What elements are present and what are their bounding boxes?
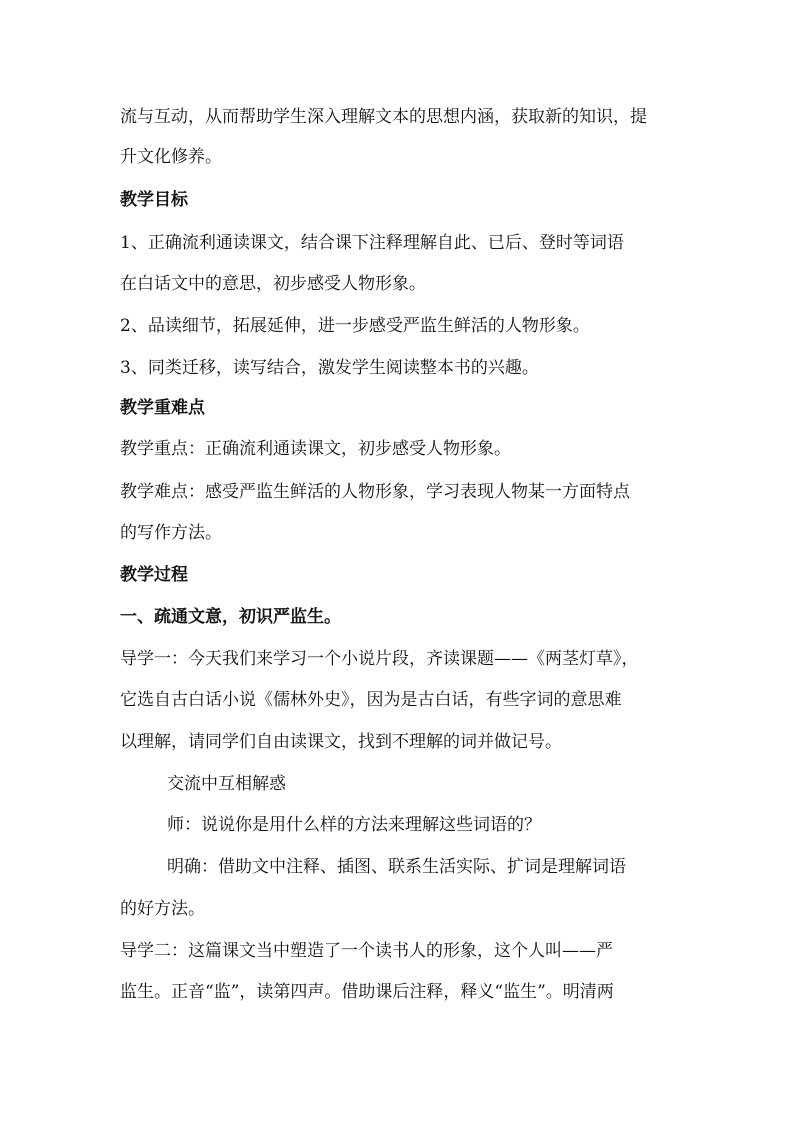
objective-item: 2、品读细节，拓展延伸，进一步感受严监生鲜活的人物形象。 [120, 316, 590, 336]
paragraph-line: 教学难点：感受严监生鲜活的人物形象，学习表现人物某一方面特点 [120, 482, 630, 502]
paragraph-line: 明确：借助文中注释、插图、联系生活实际、扩词是理解词语 [167, 857, 626, 877]
paragraph-line: 交流中互相解惑 [167, 774, 286, 794]
paragraph-line: 的好方法。 [120, 899, 205, 919]
paragraph-line: 的写作方法。 [120, 523, 222, 543]
paragraph-line: 升文化修养。 [120, 147, 222, 167]
subsection-heading: 一、疏通文意，初识严监生。 [120, 607, 341, 627]
section-heading: 教学重难点 [120, 398, 205, 418]
objective-item-continued: 在白话文中的意思，初步感受人物形象。 [120, 274, 426, 294]
paragraph-line: 它选自古白话小说《儒林外史》，因为是古白话，有些字词的意思难 [120, 690, 622, 710]
section-heading: 教学目标 [120, 190, 188, 210]
section-heading: 教学过程 [120, 565, 188, 585]
paragraph-line: 教学重点：正确流利通读课文，初步感受人物形象。 [120, 439, 511, 459]
paragraph-line: 导学二：这篇课文当中塑造了一个读书人的形象，这个人叫——严 [120, 941, 613, 961]
paragraph-line: 流与互动，从而帮助学生深入理解文本的思想内涵，获取新的知识，提 [120, 107, 647, 127]
paragraph-line: 监生。正音“监”，读第四声。借助课后注释，释义“监生”。明清两 [120, 982, 614, 1002]
objective-item: 1、正确流利通读课文，结合课下注释理解自此、已后、登时等词语 [120, 233, 624, 253]
paragraph-line: 师：说说你是用什么样的方法来理解这些词语的？ [167, 815, 541, 835]
paragraph-line: 导学一：今天我们来学习一个小说片段，齐读课题——《两茎灯草》， [120, 649, 639, 669]
objective-item: 3、同类迁移，读写结合，激发学生阅读整本书的兴趣。 [120, 358, 539, 378]
paragraph-line: 以理解，请同学们自由读课文，找到不理解的词并做记号。 [120, 732, 562, 752]
